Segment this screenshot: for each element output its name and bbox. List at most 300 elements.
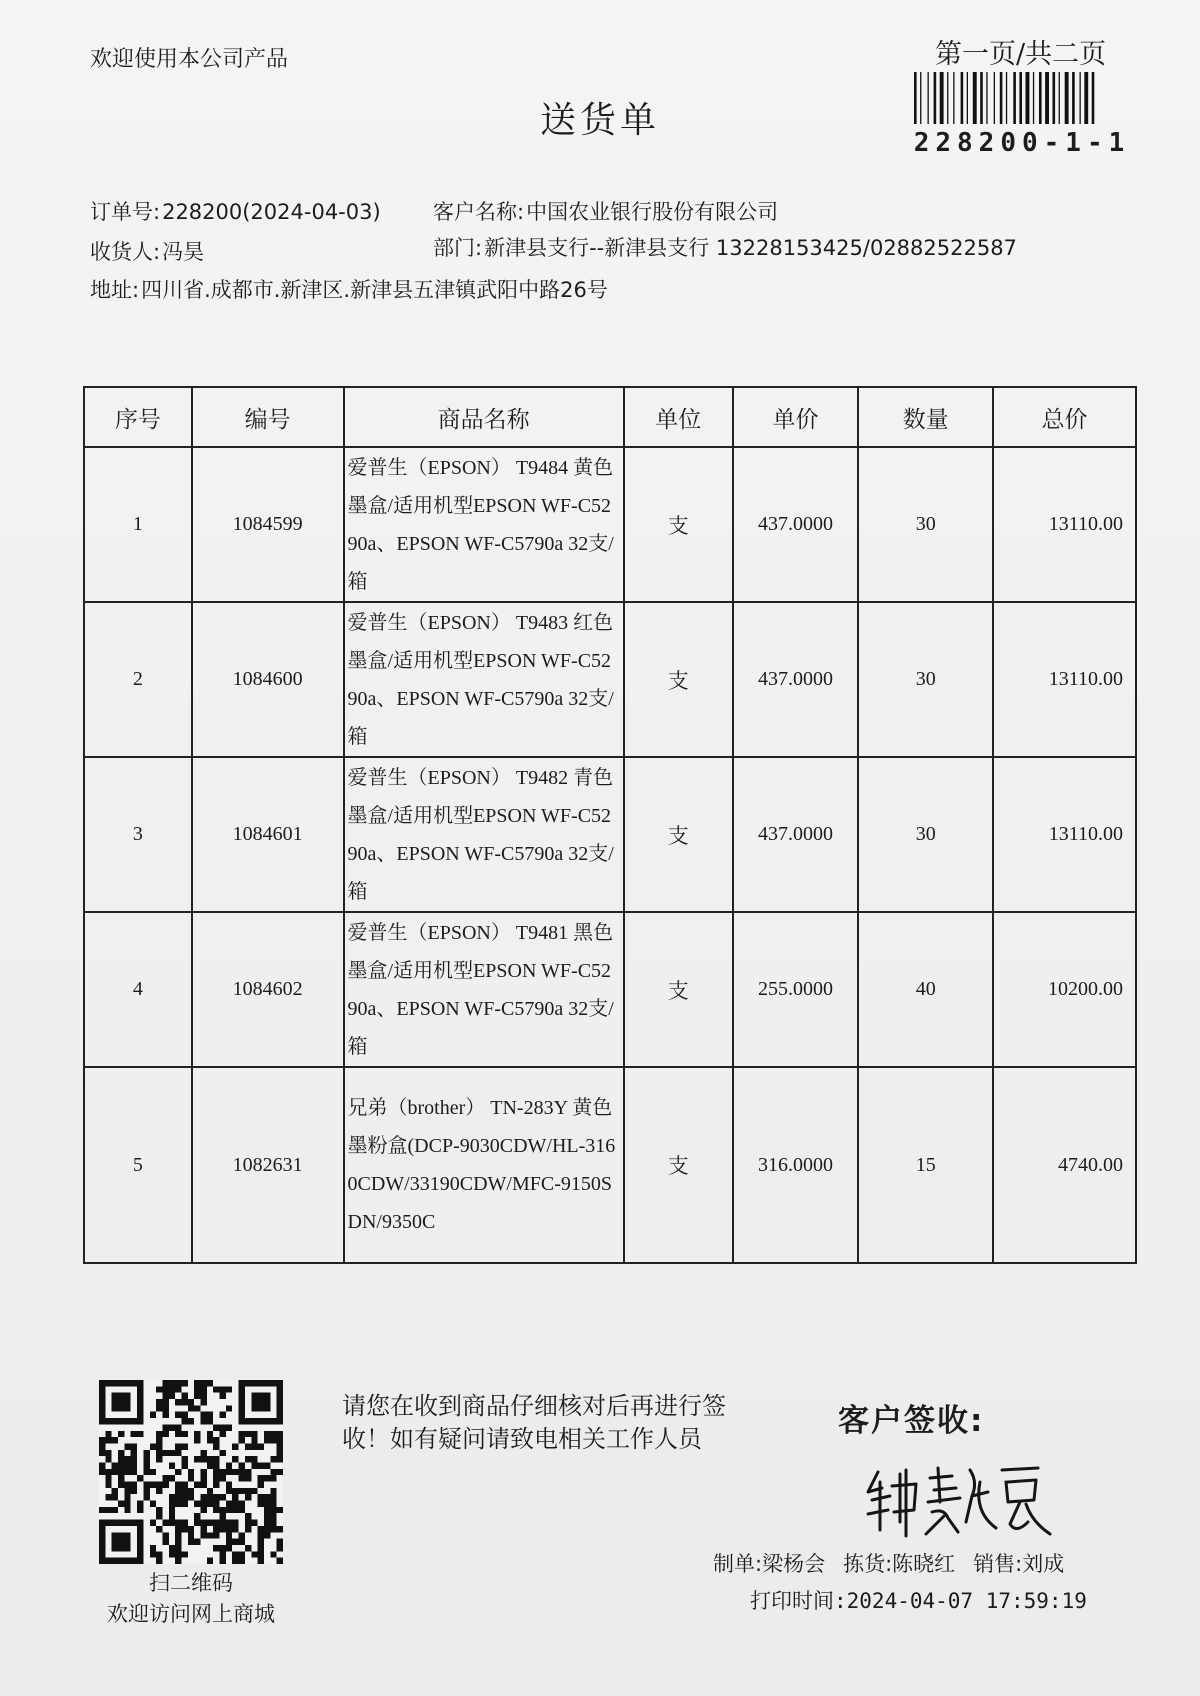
qr-module <box>156 1488 162 1494</box>
qr-caption-line1: 扫二维码 <box>149 1571 233 1595</box>
qr-module <box>143 1494 149 1500</box>
qr-module <box>194 1386 200 1392</box>
department-value: 新津县支行--新津县支行 13228153425/02882522587 <box>484 236 1017 260</box>
qr-module <box>232 1507 238 1513</box>
qr-module <box>124 1545 130 1551</box>
qr-module <box>112 1532 118 1538</box>
qr-module <box>99 1437 105 1443</box>
sales-name: 销售:刘成 <box>973 1552 1065 1576</box>
qr-module <box>188 1539 194 1545</box>
qr-module <box>201 1418 207 1424</box>
qr-module <box>239 1393 245 1399</box>
qr-module <box>156 1526 162 1532</box>
qr-module <box>277 1443 283 1449</box>
cell-seq: 5 <box>84 1067 192 1263</box>
qr-module <box>112 1405 118 1411</box>
qr-module <box>264 1494 270 1500</box>
qr-module <box>162 1482 168 1488</box>
qr-module <box>264 1526 270 1532</box>
qr-module <box>131 1443 137 1449</box>
qr-module <box>137 1405 143 1411</box>
qr-module <box>112 1399 118 1405</box>
barcode-bar <box>1092 72 1095 124</box>
qr-module <box>99 1443 105 1449</box>
qr-module <box>175 1532 181 1538</box>
barcode-bar <box>1019 72 1022 124</box>
qr-module <box>220 1513 226 1519</box>
qr-module <box>220 1469 226 1475</box>
qr-module <box>207 1412 213 1418</box>
qr-module <box>220 1475 226 1481</box>
qr-module <box>175 1539 181 1545</box>
qr-module <box>277 1412 283 1418</box>
qr-module <box>220 1412 226 1418</box>
qr-module <box>181 1501 187 1507</box>
qr-module <box>245 1431 251 1437</box>
qr-module <box>181 1431 187 1437</box>
cell-total: 4740.00 <box>993 1067 1136 1263</box>
qr-module <box>220 1393 226 1399</box>
cell-code: 1084602 <box>192 912 344 1067</box>
qr-module <box>277 1539 283 1545</box>
cell-unit: 支 <box>624 757 733 912</box>
qr-module <box>181 1520 187 1526</box>
qr-module <box>137 1551 143 1557</box>
table-row <box>84 602 1136 757</box>
qr-module <box>201 1450 207 1456</box>
qr-module <box>277 1393 283 1399</box>
qr-module <box>99 1405 105 1411</box>
qr-module <box>239 1539 245 1545</box>
qr-module <box>137 1532 143 1538</box>
qr-module <box>213 1462 219 1468</box>
qr-module <box>124 1405 130 1411</box>
qr-module <box>181 1443 187 1449</box>
qr-module <box>188 1469 194 1475</box>
qr-module <box>232 1469 238 1475</box>
qr-module <box>258 1526 264 1532</box>
qr-module <box>175 1431 181 1437</box>
qr-module <box>181 1494 187 1500</box>
qr-module <box>270 1475 276 1481</box>
qr-module <box>124 1380 130 1386</box>
qr-module <box>213 1507 219 1513</box>
barcode-bar <box>994 72 995 124</box>
qr-module <box>162 1475 168 1481</box>
qr-module <box>220 1507 226 1513</box>
qr-module <box>118 1532 124 1538</box>
qr-module <box>277 1450 283 1456</box>
welcome-text: 欢迎使用本公司产品 <box>90 47 289 72</box>
qr-module <box>201 1380 207 1386</box>
qr-module <box>239 1405 245 1411</box>
page-indicator: 第一页/共二页 <box>935 39 1107 70</box>
qr-module <box>207 1456 213 1462</box>
order-number-value: 228200(2024-04-03) <box>162 200 381 224</box>
qr-module <box>118 1393 124 1399</box>
customer-name-value: 中国农业银行股份有限公司 <box>526 200 779 224</box>
qr-module <box>264 1520 270 1526</box>
qr-module <box>124 1418 130 1424</box>
cell-unit: 支 <box>624 1067 733 1263</box>
qr-module <box>175 1494 181 1500</box>
qr-module <box>251 1462 257 1468</box>
barcode-bar <box>1045 72 1049 124</box>
qr-module <box>277 1386 283 1392</box>
qr-module <box>270 1418 276 1424</box>
qr-code <box>99 1380 283 1564</box>
qr-module <box>232 1520 238 1526</box>
qr-caption <box>86 1568 296 1630</box>
qr-module <box>220 1545 226 1551</box>
picker-name: 拣货:陈晓红 <box>843 1552 956 1576</box>
qr-module <box>143 1488 149 1494</box>
qr-module <box>137 1501 143 1507</box>
barcode-bar <box>1013 72 1016 124</box>
qr-module <box>169 1393 175 1399</box>
qr-module <box>105 1558 111 1564</box>
qr-module <box>277 1431 283 1437</box>
qr-module <box>112 1507 118 1513</box>
qr-module <box>188 1418 194 1424</box>
barcode-bar <box>1059 72 1060 124</box>
qr-module <box>175 1424 181 1430</box>
cell-total: 13110.00 <box>993 447 1136 602</box>
qr-module <box>156 1405 162 1411</box>
qr-module <box>181 1551 187 1557</box>
qr-module <box>137 1475 143 1481</box>
qr-module <box>124 1488 130 1494</box>
qr-module <box>118 1558 124 1564</box>
qr-module <box>137 1526 143 1532</box>
barcode-bar <box>961 72 964 124</box>
qr-module <box>258 1393 264 1399</box>
qr-module <box>194 1437 200 1443</box>
qr-module <box>201 1482 207 1488</box>
qr-module <box>213 1532 219 1538</box>
qr-module <box>232 1526 238 1532</box>
barcode-bar <box>928 72 929 124</box>
qr-module <box>131 1418 137 1424</box>
qr-module <box>213 1526 219 1532</box>
qr-module <box>207 1494 213 1500</box>
qr-module <box>258 1443 264 1449</box>
barcode-bar <box>1026 72 1030 124</box>
qr-module <box>99 1412 105 1418</box>
qr-module <box>131 1431 137 1437</box>
qr-module <box>124 1494 130 1500</box>
barcode-bar <box>1039 72 1042 124</box>
qr-module <box>239 1380 245 1386</box>
qr-module <box>239 1532 245 1538</box>
qr-module <box>213 1424 219 1430</box>
qr-module <box>188 1526 194 1532</box>
qr-module <box>277 1545 283 1551</box>
qr-module <box>99 1380 105 1386</box>
qr-module <box>277 1399 283 1405</box>
qr-module <box>105 1482 111 1488</box>
qr-module <box>213 1501 219 1507</box>
qr-module <box>194 1520 200 1526</box>
qr-module <box>162 1412 168 1418</box>
cell-product-name: 兄弟（brother） TN-283Y 黄色墨粉盒(DCP-9030CDW/HL-3160CDW/33190CDW/MFC-9150SDN/9350C <box>344 1067 624 1263</box>
qr-module <box>124 1482 130 1488</box>
qr-module <box>226 1507 232 1513</box>
qr-module <box>99 1532 105 1538</box>
column-header-seq: 序号 <box>84 387 192 447</box>
qr-module <box>105 1494 111 1500</box>
qr-module <box>194 1405 200 1411</box>
qr-module <box>150 1482 156 1488</box>
items-table <box>83 386 1137 1264</box>
qr-module <box>105 1431 111 1437</box>
qr-module <box>124 1520 130 1526</box>
qr-module <box>156 1456 162 1462</box>
barcode-bar <box>1084 72 1088 124</box>
qr-module <box>194 1501 200 1507</box>
barcode-bar <box>1006 72 1007 124</box>
qr-module <box>194 1513 200 1519</box>
cell-total: 10200.00 <box>993 912 1136 1067</box>
qr-module <box>258 1532 264 1538</box>
customer-name-label: 客户名称: <box>433 200 525 224</box>
qr-module <box>251 1456 257 1462</box>
qr-module <box>137 1520 143 1526</box>
qr-module <box>245 1469 251 1475</box>
qr-module <box>213 1520 219 1526</box>
qr-module <box>251 1393 257 1399</box>
qr-module <box>258 1539 264 1545</box>
table-row <box>84 447 1136 602</box>
qr-module <box>213 1545 219 1551</box>
qr-module <box>162 1399 168 1405</box>
barcode-bar <box>934 72 937 124</box>
qr-module <box>226 1462 232 1468</box>
qr-module <box>201 1532 207 1538</box>
qr-module <box>118 1539 124 1545</box>
department-label: 部门: <box>433 236 483 260</box>
qr-module <box>226 1386 232 1392</box>
qr-module <box>137 1380 143 1386</box>
maker-name: 制单:梁杨会 <box>713 1552 826 1576</box>
qr-module <box>169 1507 175 1513</box>
qr-module <box>251 1431 257 1437</box>
qr-module <box>162 1393 168 1399</box>
qr-module <box>220 1431 226 1437</box>
qr-module <box>245 1545 251 1551</box>
cell-unit: 支 <box>624 912 733 1067</box>
address-value: 四川省.成都市.新津区.新津县五津镇武阳中路26号 <box>141 278 608 302</box>
cell-code: 1084599 <box>192 447 344 602</box>
qr-module <box>270 1431 276 1437</box>
qr-module <box>270 1469 276 1475</box>
qr-module <box>232 1494 238 1500</box>
qr-module <box>105 1520 111 1526</box>
barcode-bar <box>940 72 944 124</box>
qr-module <box>124 1507 130 1513</box>
qr-module <box>239 1507 245 1513</box>
cell-quantity: 30 <box>858 602 993 757</box>
qr-module <box>175 1482 181 1488</box>
qr-module <box>226 1424 232 1430</box>
qr-module <box>226 1501 232 1507</box>
qr-module <box>137 1386 143 1392</box>
qr-module <box>181 1399 187 1405</box>
qr-module <box>277 1380 283 1386</box>
qr-module <box>175 1469 181 1475</box>
qr-module <box>239 1431 245 1437</box>
qr-module <box>124 1539 130 1545</box>
qr-module <box>131 1520 137 1526</box>
qr-module <box>124 1443 130 1449</box>
qr-module <box>258 1501 264 1507</box>
qr-module <box>258 1545 264 1551</box>
qr-module <box>258 1399 264 1405</box>
print-time: 打印时间:2024-04-07 17:59:19 <box>750 1589 1087 1613</box>
qr-module <box>169 1520 175 1526</box>
cell-seq: 4 <box>84 912 192 1067</box>
qr-module <box>175 1545 181 1551</box>
qr-module <box>118 1501 124 1507</box>
receiver <box>90 236 204 266</box>
qr-module <box>213 1475 219 1481</box>
qr-module <box>175 1520 181 1526</box>
qr-module <box>162 1405 168 1411</box>
qr-module <box>143 1456 149 1462</box>
qr-module <box>112 1494 118 1500</box>
cell-seq: 3 <box>84 757 192 912</box>
qr-module <box>137 1558 143 1564</box>
qr-module <box>169 1551 175 1557</box>
qr-module <box>124 1456 130 1462</box>
qr-module <box>131 1469 137 1475</box>
document-title: 送货单 <box>539 100 660 141</box>
barcode-bar <box>973 72 977 124</box>
qr-module <box>112 1469 118 1475</box>
qr-module <box>105 1437 111 1443</box>
qr-module <box>112 1539 118 1545</box>
qr-module <box>201 1475 207 1481</box>
qr-module <box>99 1393 105 1399</box>
verification-notice: 请您在收到商品仔细核对后再进行签收！如有疑问请致电相关工作人员 <box>342 1392 726 1453</box>
qr-module <box>270 1456 276 1462</box>
qr-module <box>143 1482 149 1488</box>
qr-module <box>239 1399 245 1405</box>
table-header-row <box>84 387 1136 447</box>
barcode-bar <box>1080 72 1081 124</box>
qr-module <box>258 1475 264 1481</box>
qr-module <box>105 1507 111 1513</box>
qr-module <box>270 1520 276 1526</box>
qr-module <box>137 1431 143 1437</box>
cell-unit-price: 255.0000 <box>733 912 859 1067</box>
qr-module <box>112 1418 118 1424</box>
qr-module <box>251 1520 257 1526</box>
qr-module <box>213 1456 219 1462</box>
qr-module <box>118 1462 124 1468</box>
qr-module <box>251 1488 257 1494</box>
cell-seq: 1 <box>84 447 192 602</box>
qr-module <box>150 1443 156 1449</box>
qr-module <box>99 1551 105 1557</box>
qr-module <box>201 1520 207 1526</box>
address <box>90 274 608 304</box>
qr-module <box>220 1386 226 1392</box>
qr-module <box>264 1431 270 1437</box>
qr-module <box>258 1380 264 1386</box>
qr-module <box>226 1526 232 1532</box>
qr-module <box>105 1469 111 1475</box>
qr-module <box>251 1418 257 1424</box>
receiver-value: 冯昊 <box>162 240 205 264</box>
qr-module <box>118 1431 124 1437</box>
order-number <box>90 196 381 226</box>
qr-module <box>162 1431 168 1437</box>
qr-module <box>270 1526 276 1532</box>
qr-module <box>112 1380 118 1386</box>
qr-module <box>124 1501 130 1507</box>
qr-module <box>156 1450 162 1456</box>
cell-code: 1082631 <box>192 1067 344 1263</box>
qr-module <box>207 1418 213 1424</box>
qr-module <box>232 1456 238 1462</box>
qr-module <box>143 1462 149 1468</box>
qr-module <box>220 1551 226 1557</box>
qr-module <box>270 1494 276 1500</box>
qr-module <box>270 1501 276 1507</box>
qr-module <box>194 1482 200 1488</box>
qr-module <box>245 1494 251 1500</box>
qr-module <box>232 1443 238 1449</box>
qr-module <box>175 1488 181 1494</box>
qr-module <box>118 1380 124 1386</box>
cell-product-name: 爱普生（EPSON） T9483 红色墨盒/适用机型EPSON WF-C5290a、EPSON WF-C5790a 32支/箱 <box>344 602 624 757</box>
qr-module <box>150 1469 156 1475</box>
cell-product-name: 爱普生（EPSON） T9481 黑色墨盒/适用机型EPSON WF-C5290a、EPSON WF-C5790a 32支/箱 <box>344 912 624 1067</box>
qr-module <box>137 1393 143 1399</box>
qr-module <box>277 1456 283 1462</box>
qr-module <box>112 1488 118 1494</box>
qr-module <box>232 1501 238 1507</box>
column-header-unit-price: 单价 <box>733 387 859 447</box>
qr-module <box>118 1545 124 1551</box>
qr-module <box>239 1386 245 1392</box>
qr-module <box>213 1494 219 1500</box>
qr-module <box>201 1399 207 1405</box>
barcode-bar <box>947 72 948 124</box>
qr-module <box>175 1551 181 1557</box>
qr-module <box>105 1418 111 1424</box>
qr-module <box>201 1501 207 1507</box>
qr-module <box>270 1513 276 1519</box>
qr-module <box>245 1475 251 1481</box>
qr-module <box>137 1418 143 1424</box>
qr-module <box>181 1380 187 1386</box>
qr-module <box>156 1437 162 1443</box>
qr-module <box>169 1545 175 1551</box>
qr-module <box>245 1443 251 1449</box>
qr-module <box>124 1532 130 1538</box>
qr-module <box>131 1380 137 1386</box>
cell-total: 13110.00 <box>993 757 1136 912</box>
qr-module <box>131 1462 137 1468</box>
barcode-bar <box>967 72 968 124</box>
barcode-bar <box>1000 72 1003 124</box>
qr-module <box>213 1469 219 1475</box>
qr-module <box>162 1539 168 1545</box>
barcode-bar <box>1053 72 1056 124</box>
qr-module <box>137 1412 143 1418</box>
